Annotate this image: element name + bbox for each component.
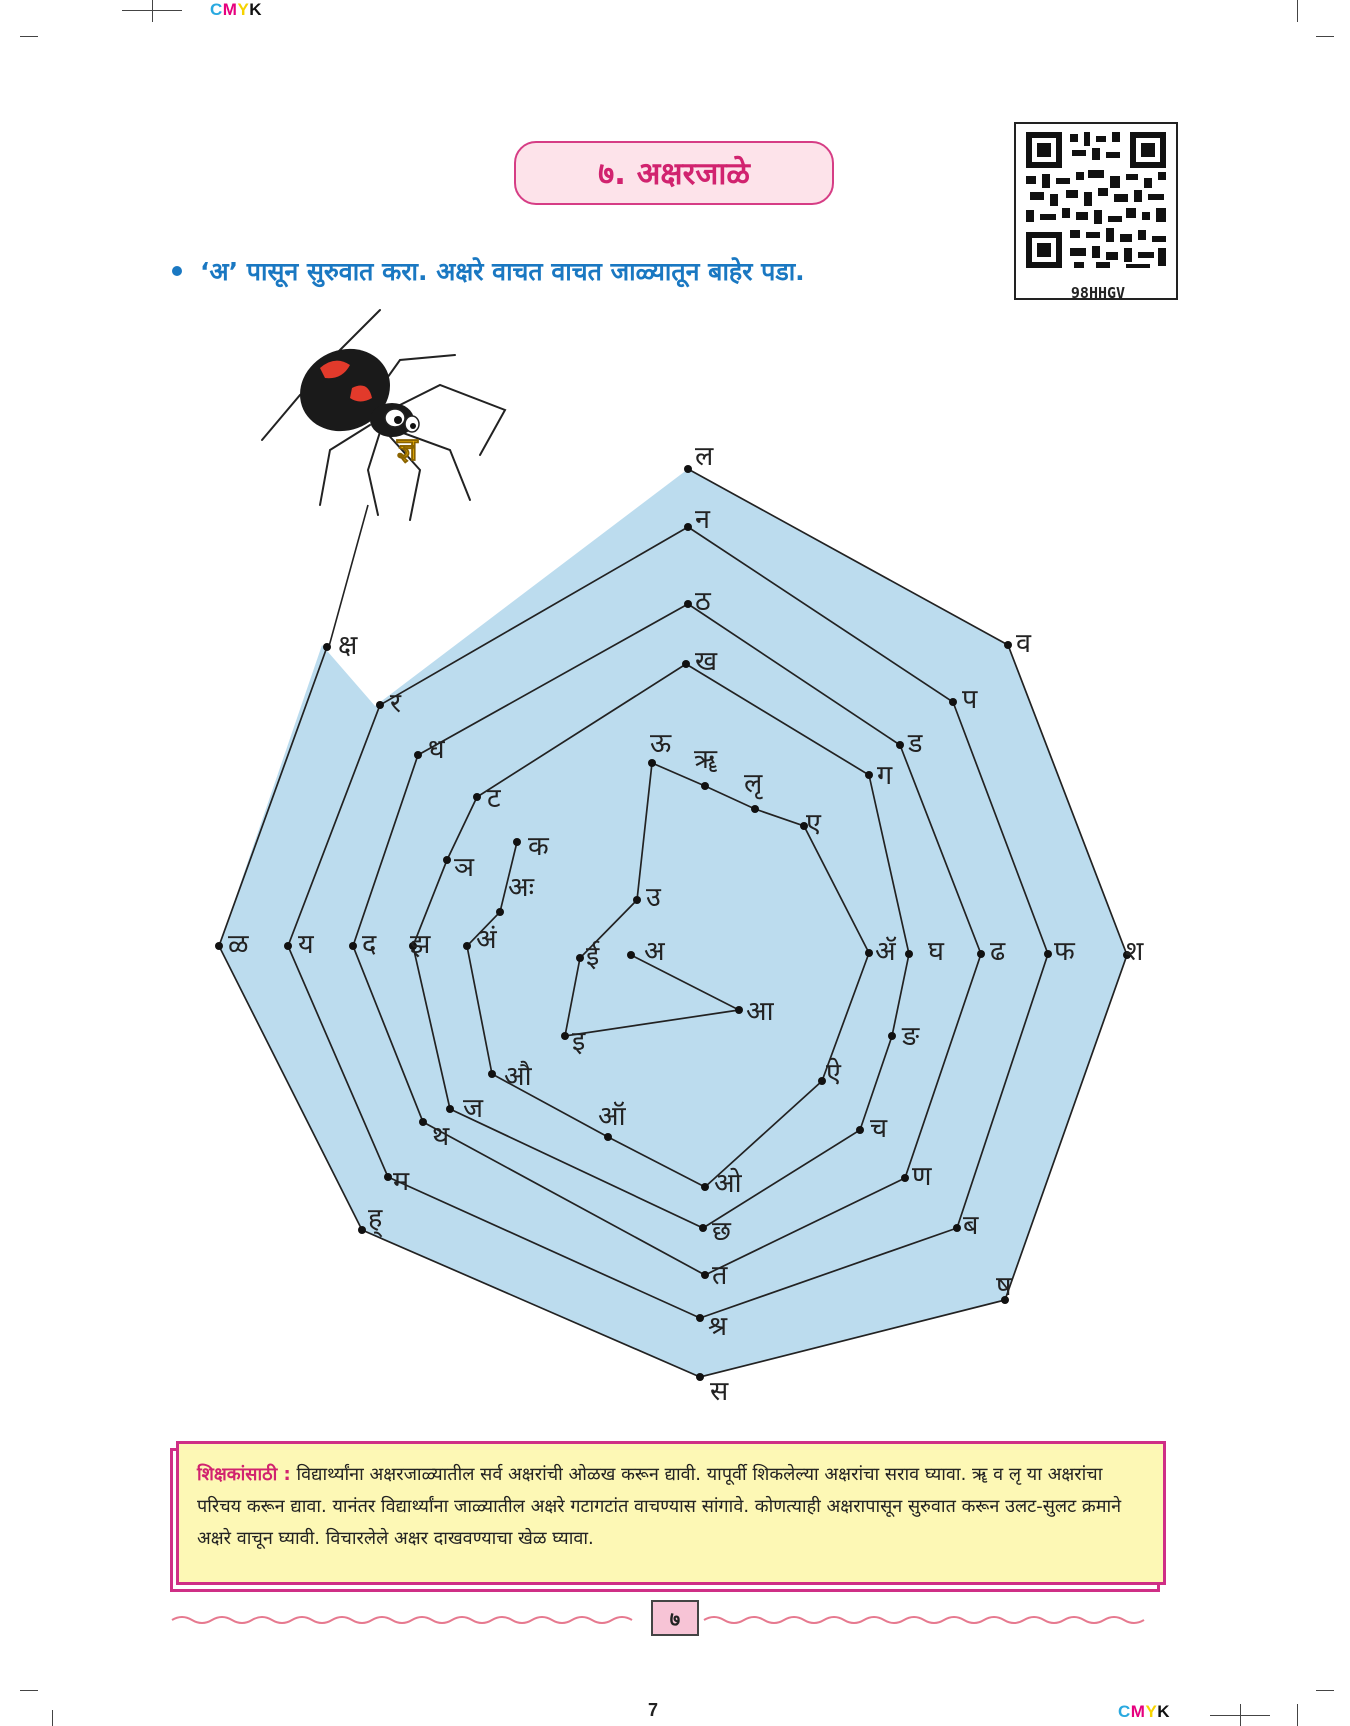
letter-kha: ख <box>695 646 718 677</box>
letter-lla: ळ <box>228 929 249 960</box>
letter-ra: र <box>390 688 402 719</box>
letter-ta: त <box>712 1260 728 1291</box>
letter-ai: ऐ <box>826 1058 841 1089</box>
letter-shra: श्र <box>708 1311 728 1342</box>
letter-o-open: ऑ <box>598 1101 626 1132</box>
letter-lri: लृ <box>744 768 763 799</box>
letter-ya: य <box>298 929 314 960</box>
cmyk-mark-bottom: CMYK <box>1118 1702 1171 1721</box>
page-title: ७. अक्षरजाळे <box>514 141 834 205</box>
page-number-box: ७ <box>651 1600 699 1636</box>
letter-au: औ <box>504 1061 532 1092</box>
web-background <box>219 469 1127 1377</box>
letter-aa: आ <box>746 996 774 1027</box>
letter-ii: ई <box>586 941 600 972</box>
letter-sa: स <box>710 1376 729 1407</box>
teacher-note-text: विद्यार्थ्यांना अक्षरजाळ्यातील सर्व अक्षरांची ओळख करून द्यावी. यापूर्वी शिकलेल्या अक्षरांचा सराव घ्यावा. ॠ व लृ या अक्षरांचा परिचय करून द्यावा. यानंतर विद्यार्थ्यांना जाळ्यातील अक्षरे गटागटांत वाचण्यास सांगावे. कोणत्याही अक्षरापासून सुरुवात करून उलट-सुलट क्रमाने अक्षरे वाचून घ्यावी. विचारलेले अक्षर दाखवण्याचा खेळ घ्यावा. <box>197 1464 1122 1549</box>
letter-gha: घ <box>928 936 944 967</box>
cmyk-mark-top: CMYK <box>210 0 263 19</box>
letter-da-retro: ड <box>908 728 923 759</box>
letter-tha-dental: थ <box>432 1121 450 1152</box>
letter-ae: ॲ <box>875 936 896 967</box>
letter-na: न <box>695 504 710 535</box>
letter-o: ओ <box>714 1168 742 1199</box>
teacher-note-label: शिक्षकांसाठी : <box>197 1464 291 1485</box>
letter-rri: ॠ <box>694 744 718 775</box>
letter-dha-retro: ढ <box>990 936 1006 967</box>
letter-i: इ <box>572 1026 586 1057</box>
teacher-note <box>176 1441 1166 1585</box>
qr-code-label: 98HHGV <box>1070 284 1126 302</box>
letter-nga: ङ <box>902 1021 920 1052</box>
letter-nna: ण <box>912 1161 932 1192</box>
folio-number: 7 <box>648 1700 659 1720</box>
letter-u: उ <box>646 882 661 913</box>
letter-pa: प <box>962 684 978 715</box>
letter-ah: अः <box>508 872 535 903</box>
letter-jha: झ <box>410 929 431 960</box>
letter-dha: ध <box>428 734 445 765</box>
spider-illustration <box>262 310 505 520</box>
instruction-text: ‘अ’ पासून सुरुवात करा. अक्षरे वाचत वाचत जाळ्यातून बाहेर पडा. <box>200 257 805 286</box>
letter-pha: फ <box>1054 936 1075 967</box>
letter-ksha: क्ष <box>338 630 358 661</box>
letter-la: ल <box>695 441 714 472</box>
letter-uu: ऊ <box>650 728 672 759</box>
letter-ba: ब <box>963 1210 979 1241</box>
crop-mark <box>1297 1704 1298 1726</box>
letter-sha: श <box>1125 936 1144 967</box>
letter-ssa: ष <box>996 1271 1012 1302</box>
letter-cha: च <box>870 1113 888 1144</box>
letter-da: द <box>362 929 377 960</box>
letter-e: ए <box>806 808 821 839</box>
crop-mark <box>52 1710 53 1726</box>
letter-chha: छ <box>712 1216 731 1247</box>
letter-ka: क <box>528 831 549 862</box>
letter-ma: म <box>393 1166 410 1197</box>
crop-mark <box>1316 1690 1334 1691</box>
letter-ta-retro: ट <box>487 783 501 814</box>
letter-nya: ञ <box>454 852 475 883</box>
letter-am: अं <box>476 924 497 955</box>
letter-ha: ह् <box>368 1203 383 1234</box>
letter-va: व <box>1016 628 1032 659</box>
letter-ja: ज <box>463 1093 484 1124</box>
crop-mark <box>20 1690 38 1691</box>
letter-tha: ठ <box>695 586 711 617</box>
spider-letter: ज्ञ <box>397 430 418 468</box>
letter-ga: ग <box>877 760 893 791</box>
crop-mark <box>1240 1704 1241 1726</box>
letter-a: अ <box>644 936 665 967</box>
